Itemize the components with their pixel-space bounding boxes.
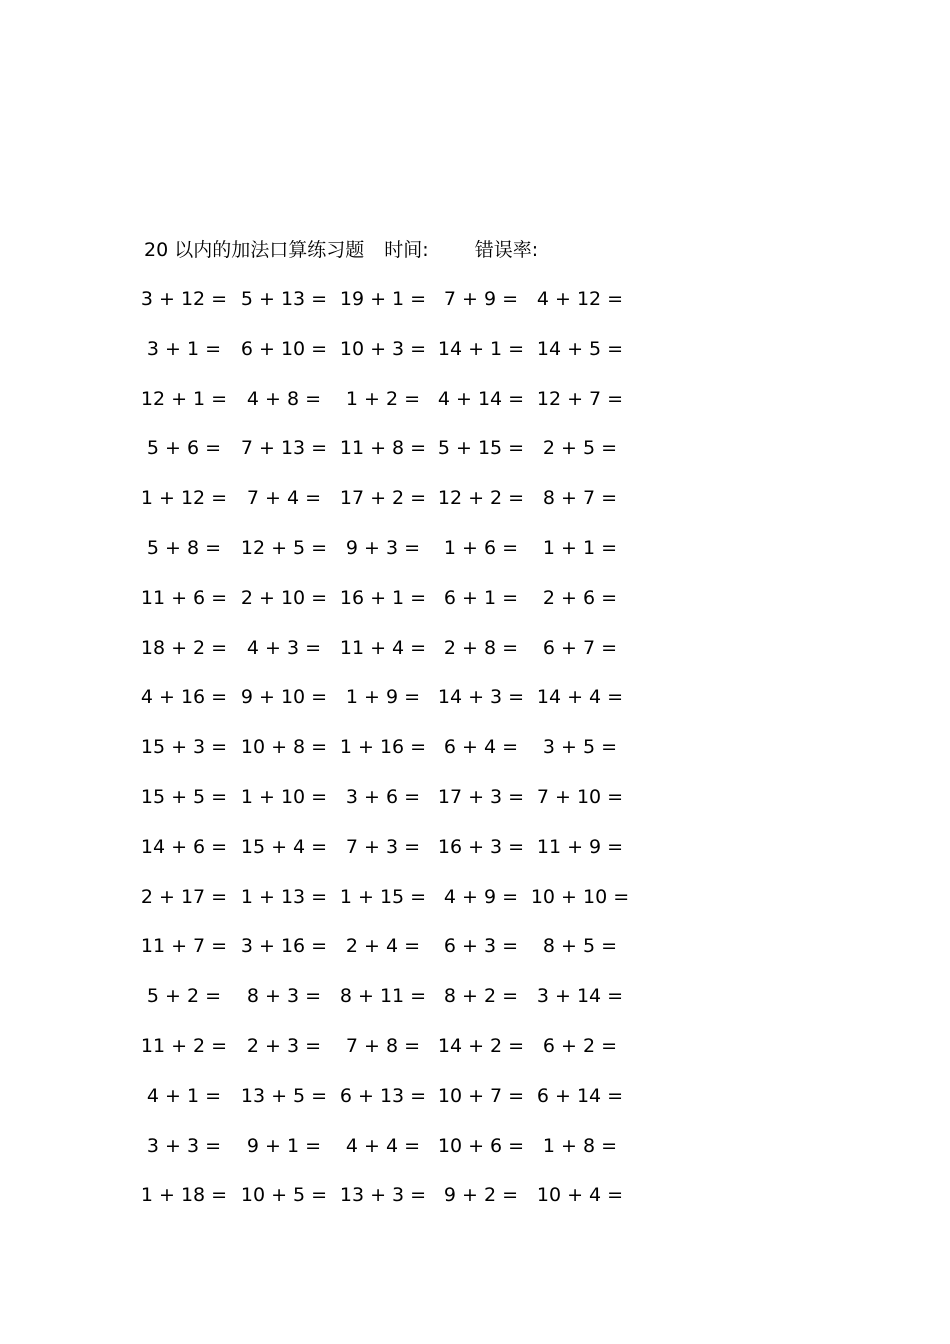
addition-problem: 1 + 9 = [345,686,421,709]
addition-problem: 11 + 8 = [339,437,427,460]
addition-problem: 7 + 8 = [345,1034,421,1057]
addition-problem: 2 + 5 = [542,437,618,460]
addition-problem: 1 + 13 = [240,885,328,908]
addition-problem: 6 + 10 = [240,337,328,360]
addition-problem: 14 + 6 = [140,835,228,858]
problem-row [140,682,644,732]
addition-problem: 10 + 10 = [530,885,630,908]
addition-problem: 1 + 8 = [542,1134,618,1157]
addition-problem: 10 + 6 = [437,1134,525,1157]
addition-problem: 14 + 1 = [437,337,525,360]
problem-grid [140,284,644,1230]
addition-problem: 7 + 9 = [443,288,519,310]
addition-problem: 12 + 5 = [240,536,328,559]
addition-problem: 15 + 5 = [140,785,228,808]
addition-problem: 3 + 5 = [542,736,618,759]
problem-row [140,832,644,882]
addition-problem: 1 + 2 = [345,387,421,410]
addition-problem: 15 + 3 = [140,736,228,759]
addition-problem: 12 + 2 = [437,487,525,510]
addition-problem: 4 + 8 = [246,387,322,410]
addition-problem: 1 + 16 = [339,736,427,759]
addition-problem: 12 + 1 = [140,387,228,410]
addition-problem: 11 + 7 = [140,935,228,958]
addition-problem: 8 + 3 = [246,985,322,1008]
addition-problem: 11 + 9 = [536,835,624,858]
addition-problem: 2 + 8 = [443,636,519,659]
addition-problem: 10 + 8 = [240,736,328,759]
addition-problem: 4 + 14 = [437,387,525,410]
addition-problem: 9 + 1 = [246,1134,322,1157]
addition-problem: 14 + 4 = [536,686,624,709]
addition-problem: 2 + 17 = [140,885,228,908]
problem-row [140,782,644,832]
problem-row [144,433,644,483]
time-label: 时间: [384,239,429,261]
worksheet-title: 20 以内的加法口算练习题 [144,239,365,261]
addition-problem: 8 + 5 = [542,935,618,958]
addition-problem: 16 + 3 = [437,835,525,858]
addition-problem: 16 + 1 = [339,586,427,609]
addition-problem: 6 + 3 = [443,935,519,958]
problem-row [144,1081,644,1131]
worksheet-header [144,236,538,264]
problem-row [140,882,644,932]
addition-problem: 5 + 13 = [240,288,328,310]
addition-problem: 1 + 18 = [140,1184,228,1207]
addition-problem: 3 + 16 = [240,935,328,958]
addition-problem: 7 + 10 = [536,785,624,808]
addition-problem: 7 + 4 = [246,487,322,510]
addition-problem: 2 + 3 = [246,1034,322,1057]
addition-problem: 11 + 6 = [140,586,228,609]
problem-row [144,981,644,1031]
addition-problem: 3 + 1 = [146,337,222,360]
problem-row [140,931,644,981]
addition-problem: 2 + 10 = [240,586,328,609]
addition-problem: 15 + 4 = [240,835,328,858]
addition-problem: 3 + 6 = [345,785,421,808]
addition-problem: 5 + 6 = [146,437,222,460]
addition-problem: 9 + 10 = [240,686,328,709]
problem-row [140,732,644,782]
problem-row [144,1131,644,1181]
addition-problem: 6 + 13 = [339,1084,427,1107]
addition-problem: 8 + 11 = [339,985,427,1008]
addition-problem: 2 + 4 = [345,935,421,958]
addition-problem: 1 + 10 = [240,785,328,808]
addition-problem: 14 + 2 = [437,1034,525,1057]
addition-problem: 4 + 12 = [536,288,624,310]
addition-problem: 11 + 2 = [140,1034,228,1057]
addition-problem: 9 + 2 = [443,1184,519,1207]
addition-problem: 1 + 12 = [140,487,228,510]
addition-problem: 10 + 5 = [240,1184,328,1207]
problem-row [140,384,644,434]
addition-problem: 3 + 14 = [536,985,624,1008]
addition-problem: 3 + 12 = [140,288,228,310]
addition-problem: 8 + 2 = [443,985,519,1008]
addition-problem: 17 + 2 = [339,487,427,510]
addition-problem: 3 + 3 = [146,1134,222,1157]
addition-problem: 1 + 15 = [339,885,427,908]
addition-problem: 4 + 3 = [246,636,322,659]
addition-problem: 4 + 4 = [345,1134,421,1157]
problem-row [140,483,644,533]
addition-problem: 18 + 2 = [140,636,228,659]
addition-problem: 6 + 7 = [542,636,618,659]
addition-problem: 10 + 7 = [437,1084,525,1107]
addition-problem: 2 + 6 = [542,586,618,609]
addition-problem: 6 + 4 = [443,736,519,759]
problem-row [144,334,644,384]
addition-problem: 19 + 1 = [339,288,427,310]
addition-problem: 1 + 6 = [443,536,519,559]
addition-problem: 10 + 4 = [536,1184,624,1207]
addition-problem: 9 + 3 = [345,536,421,559]
problem-row [140,284,644,334]
problem-row [140,1031,644,1081]
problem-row [140,1180,644,1230]
problem-row [140,583,644,633]
addition-problem: 4 + 16 = [140,686,228,709]
addition-problem: 8 + 7 = [542,487,618,510]
addition-problem: 14 + 3 = [437,686,525,709]
addition-problem: 6 + 1 = [443,586,519,609]
addition-problem: 4 + 9 = [443,885,519,908]
addition-problem: 13 + 3 = [339,1184,427,1207]
problem-row [140,633,644,683]
addition-problem: 5 + 2 = [146,985,222,1008]
addition-problem: 6 + 14 = [536,1084,624,1107]
addition-problem: 7 + 3 = [345,835,421,858]
addition-problem: 6 + 2 = [542,1034,618,1057]
addition-problem: 5 + 8 = [146,536,222,559]
addition-problem: 5 + 15 = [437,437,525,460]
addition-problem: 17 + 3 = [437,785,525,808]
addition-problem: 10 + 3 = [339,337,427,360]
addition-problem: 1 + 1 = [542,536,618,559]
addition-problem: 11 + 4 = [339,636,427,659]
addition-problem: 14 + 5 = [536,337,624,360]
addition-problem: 13 + 5 = [240,1084,328,1107]
problem-row [144,533,644,583]
addition-problem: 7 + 13 = [240,437,328,460]
addition-problem: 4 + 1 = [146,1084,222,1107]
error-rate-label: 错误率: [474,239,539,261]
addition-problem: 12 + 7 = [536,387,624,410]
